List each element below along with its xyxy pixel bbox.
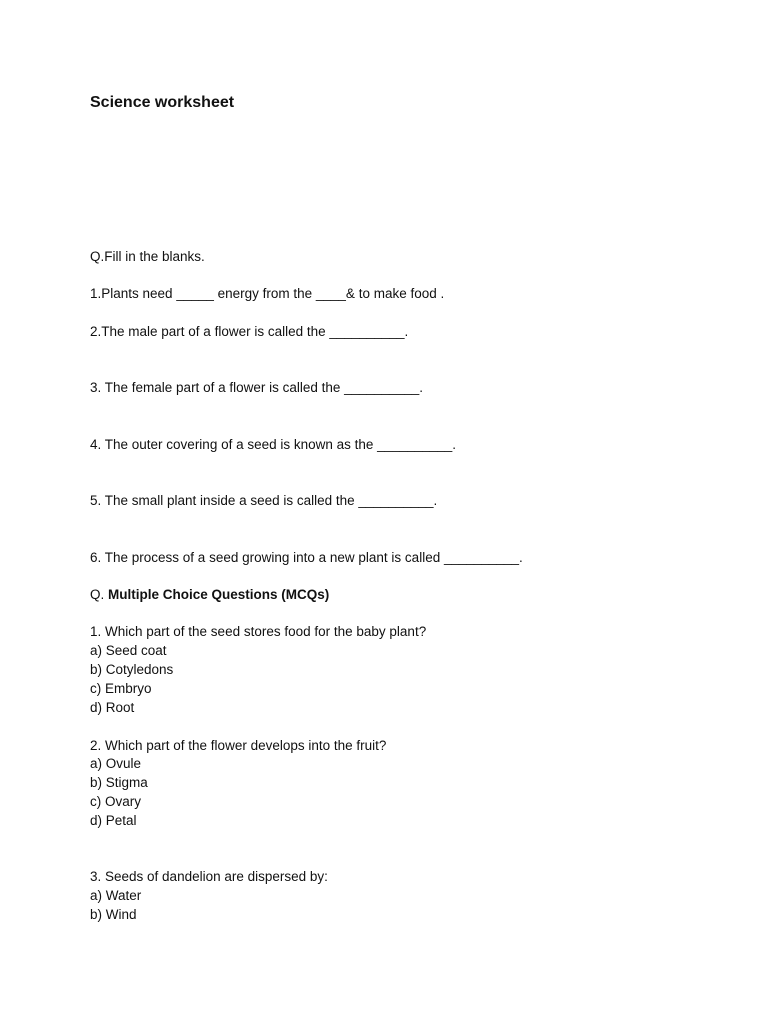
mcq-1-option-c: c) Embryo: [90, 681, 152, 696]
mcq-2-option-b: b) Stigma: [90, 775, 148, 790]
mcq-heading: [90, 586, 329, 604]
fill-question-6: 6. The process of a seed growing into a new plant is called __________.: [90, 550, 523, 565]
fill-question-5: 5. The small plant inside a seed is called the __________.: [90, 493, 438, 508]
mcq-question-1: 1. Which part of the seed stores food for the baby plant?: [90, 624, 427, 639]
fill-in-blanks-heading: Q.Fill in the blanks.: [90, 249, 205, 264]
fill-question-3: 3. The female part of a flower is called the __________.: [90, 380, 423, 395]
mcq-2-option-a: a) Ovule: [90, 756, 142, 771]
mcq-heading-prefix: Q.: [90, 587, 105, 602]
mcq-1-option-b: b) Cotyledons: [90, 662, 174, 677]
mcq-2-option-c: c) Ovary: [90, 794, 142, 809]
mcq-question-3: 3. Seeds of dandelion are dispersed by:: [90, 869, 328, 884]
mcq-2-option-d: d) Petal: [90, 813, 137, 828]
mcq-heading-text: Multiple Choice Questions (MCQs): [108, 587, 330, 602]
fill-question-4: 4. The outer covering of a seed is known as the __________.: [90, 437, 457, 452]
fill-question-2: 2.The male part of a flower is called the __________.: [90, 324, 409, 339]
fill-question-1: 1.Plants need _____ energy from the ____& to make food .: [90, 286, 445, 301]
mcq-3-option-b: b) Wind: [90, 907, 137, 922]
worksheet-title: Science worksheet: [90, 94, 235, 111]
mcq-question-2: 2. Which part of the flower develops into the fruit?: [90, 738, 387, 753]
mcq-1-option-d: d) Root: [90, 700, 135, 715]
mcq-1-option-a: a) Seed coat: [90, 643, 167, 658]
mcq-3-option-a: a) Water: [90, 888, 142, 903]
